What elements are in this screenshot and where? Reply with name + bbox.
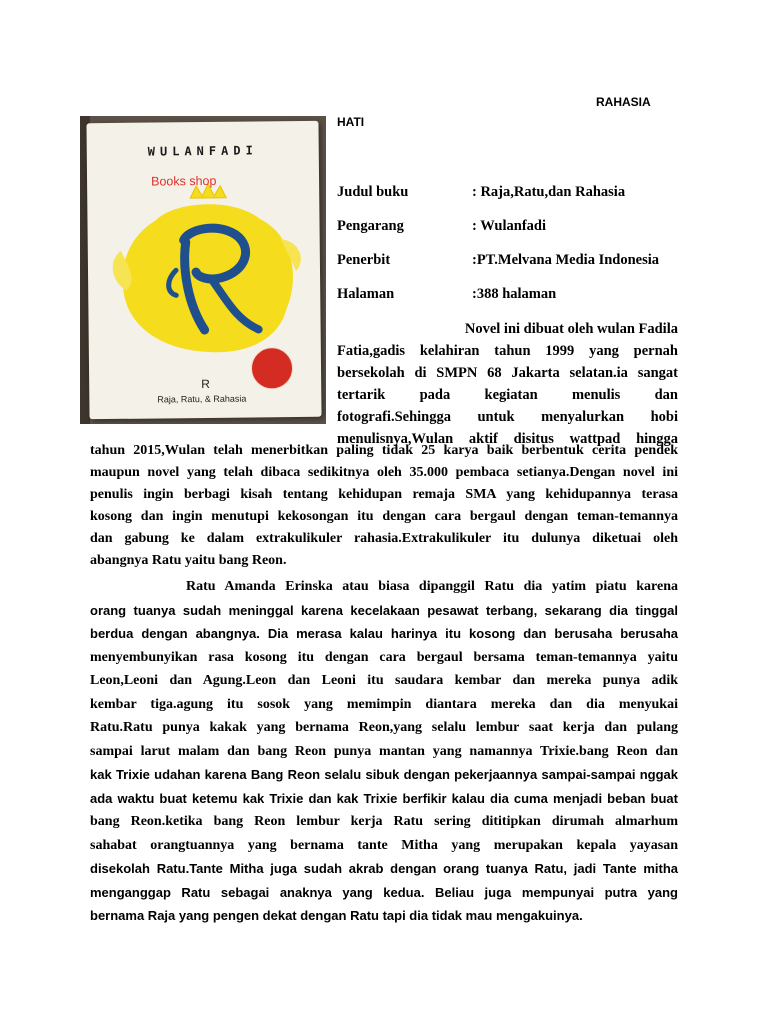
paragraph-line: kembar tiga.agung itu sosok yang memimpin diantara mereka dan dia menyukai xyxy=(90,696,678,712)
paragraph-line: maupun novel yang telah dibaca sedikitnya oleh 35.000 pembaca setianya.Dengan novel ini xyxy=(90,465,678,480)
info-value-author: : Wulanfadi xyxy=(472,218,547,234)
paragraph-line: penulis ingin berbagi kisah tentang kehidupan remaja SMA yang kehidupannya terasa xyxy=(90,487,678,502)
cover-badge xyxy=(251,347,293,389)
cover-letter: R xyxy=(201,376,210,392)
paragraph-line: tertarik pada kegiatan menulis dan xyxy=(337,387,678,403)
info-value-publisher: :PT.Melvana Media Indonesia xyxy=(472,252,660,268)
info-label-author: Pengarang xyxy=(337,218,404,234)
book-cover xyxy=(86,121,321,419)
info-label-publisher: Penerbit xyxy=(337,252,391,268)
paragraph-line: kosong dan ingin menutupi kekosongan itu dengan cara bergaul dengan teman-temannya xyxy=(90,509,678,524)
paragraph-line: abangnya Ratu yaitu bang Reon. xyxy=(90,553,287,568)
paragraph-line: Ratu Amanda Erinska atau biasa dipanggil Ratu dia yatim piatu karena xyxy=(186,579,678,594)
paragraph-line: menulisnya,Wulan aktif disitus wattpad hingga xyxy=(337,431,678,447)
watermark-books-shop: Books shop xyxy=(150,173,217,189)
info-label-title: Judul buku xyxy=(337,184,409,200)
document-title-line2: HATI xyxy=(337,115,365,129)
paragraph-line: sampai larut malam dan bang Reon punya mantan yang namannya Trixie.bang Reon dan xyxy=(90,743,678,759)
paragraph-line: fotografi.Sehingga untuk menyalurkan hobi xyxy=(337,409,678,425)
paragraph-line: bang Reon.ketika bang Reon lembur kerja Ratu sering dititipkan dirumah almarhum xyxy=(90,814,678,829)
paragraph-line: tahun 2015,Wulan telah menerbitkan paling tidak 25 karya baik berbentuk cerita pendek xyxy=(90,443,678,458)
paragraph-line: dan gabung ke dalam extrakulikuler rahasia.Extrakulikuler itu dulunya diketuai oleh xyxy=(90,531,678,546)
paragraph-1-continued xyxy=(90,440,678,572)
paragraph-line: bernama Raja yang pengen dekat dengan Ratu tapi dia tidak mau mengakuinya. xyxy=(90,908,583,923)
paragraph-line: orang tuanya sudah meninggal karena kecelakaan pesawat terbang, sekarang dia tinggal xyxy=(90,602,678,618)
paragraph-line: menyembunyikan rasa kosong itu dengan cara bergaul bersama teman-temannya yaitu xyxy=(90,649,678,665)
info-label-pages: Halaman xyxy=(337,286,395,302)
book-cover-photo xyxy=(80,116,326,424)
paragraph-line: Novel ini dibuat oleh wulan Fadila xyxy=(464,321,678,337)
document-title-line1: RAHASIA xyxy=(596,95,651,109)
info-value-title: : Raja,Ratu,dan Rahasia xyxy=(472,184,626,200)
cover-subtitle: Raja, Ratu, & Rahasia xyxy=(157,393,247,405)
paragraph-line: bersekolah di SMPN 68 Jakarta selatan.ia sangat xyxy=(337,365,678,381)
paragraph-line: kak Trixie udahan karena Bang Reon selalu sibuk dengan pekerjaannya sampai-sampai nggak xyxy=(90,767,678,782)
paragraph-line: Fatia,gadis kelahiran tahun 1999 yang pernah xyxy=(337,343,678,359)
paragraph-line: berdua dengan abangnya. Dia merasa kalau harinya itu kosong dan berusaha berusaha xyxy=(90,626,678,641)
paragraph-line: disekolah Ratu.Tante Mitha juga sudah akrab dengan orang tuanya Ratu, jadi Tante mitha xyxy=(90,861,678,876)
paragraph-line: sahabat orangtuannya yang bernama tante Mitha yang merupakan kepala yayasan xyxy=(90,837,678,853)
paragraph-line: menganggap Ratu sebagai anaknya yang kedua. Beliau juga mempunyai putra yang xyxy=(90,884,678,900)
info-value-pages: :388 halaman xyxy=(472,286,557,302)
paragraph-line: Ratu.Ratu punya kakak yang bernama Reon,yang selalu lembur saat kerja dan pulang xyxy=(90,720,678,735)
cover-author: WULANFADI xyxy=(147,143,258,159)
paragraph-line: Leon,Leoni dan Agung.Leon dan Leoni itu saudara kembar dan mereka punya adik xyxy=(90,673,678,688)
paragraph-2 xyxy=(90,575,678,928)
paragraph-line: ada waktu buat ketemu kak Trixie dan kak Trixie berfikir kalau dia cuma menjadi beban buat xyxy=(90,790,678,806)
